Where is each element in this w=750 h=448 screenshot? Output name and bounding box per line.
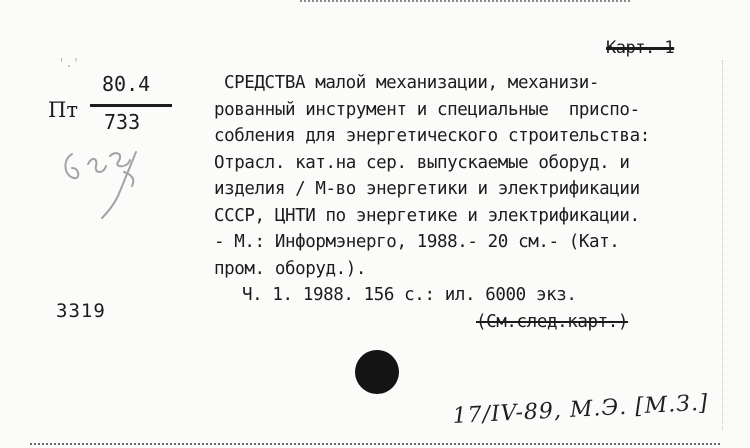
pencil-scribble-icon [58, 138, 150, 222]
handwritten-note: 17/IV-89, М.Э. [М.З.] [452, 390, 710, 429]
description-line: собления для энергетического строительства: [214, 126, 650, 146]
shelf-mark-divider [90, 104, 172, 107]
see-next-card-crossed: (См.след.карт.) [476, 311, 629, 332]
description-line: рованный инструмент и специальные приспо- [214, 99, 640, 120]
description-line: СССР, ЦНТИ по энергетике и электрификации. [214, 205, 640, 226]
punch-hole [355, 350, 399, 394]
shelf-mark-top: 80.4 [102, 72, 151, 96]
bibliographic-description [214, 70, 719, 335]
description-line: Отрасл. кат.на сер. выпускаемые оборуд. и [214, 152, 630, 173]
bottom-dotted-border [30, 443, 720, 445]
shelf-mark-bottom: 733 [104, 110, 141, 134]
volume-line: Ч. 1. 1988. 156 с.: ил. 6000 экз. [242, 285, 577, 305]
card-number-crossed: Карт. 1 [606, 38, 675, 58]
description-line: пром. оборуд.). [214, 258, 367, 279]
description-line: СРЕДСТВА малой механизации, механизи- [224, 73, 600, 93]
description-line: - М.: Информэнерго, 1988.- 20 см.- (Кат. [214, 232, 620, 252]
description-line: изделия / М-во энергетики и электрификации [214, 179, 640, 199]
top-dotted-border [300, 0, 630, 2]
inventory-number: 3319 [56, 300, 106, 322]
faint-stamp-mark: '.' [58, 56, 80, 70]
shelf-mark-prefix: Пт [48, 98, 78, 122]
right-dotted-guide [722, 60, 723, 430]
